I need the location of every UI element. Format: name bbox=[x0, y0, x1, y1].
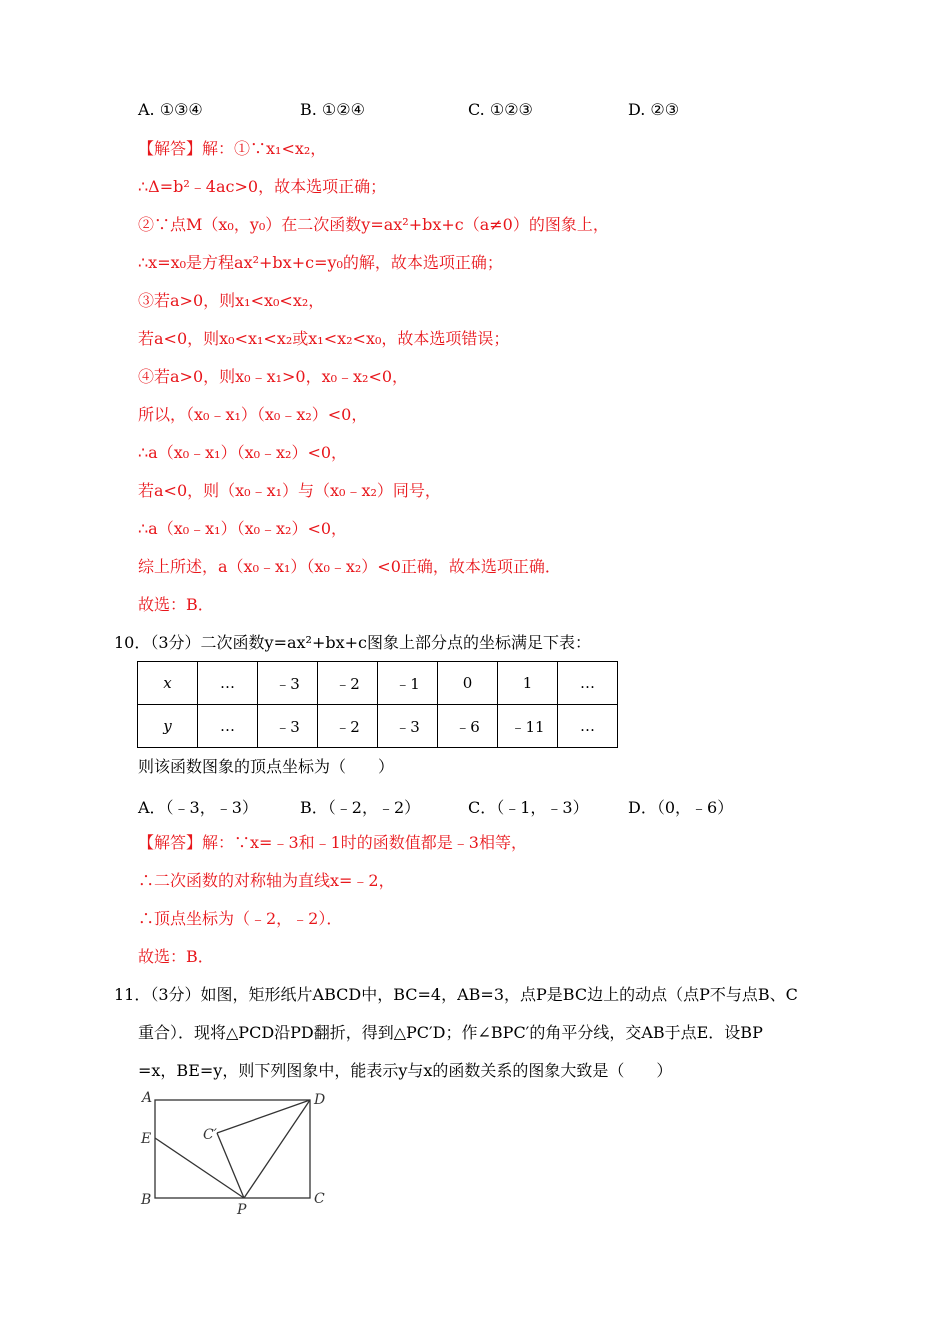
label-p: P bbox=[237, 1202, 247, 1218]
q10-stem: 10．（3分）二次函数y=ax²+bx+c图象上部分点的坐标满足下表： bbox=[114, 633, 592, 652]
table-cell: … bbox=[198, 705, 258, 748]
q10-solution-line: ∴顶点坐标为（﹣2，﹣2）． bbox=[138, 909, 343, 928]
q10-solution-line bbox=[138, 833, 527, 853]
table-row bbox=[138, 662, 618, 705]
table-cell: ﹣3 bbox=[258, 705, 318, 748]
rectangle-abcd bbox=[155, 1100, 310, 1198]
q9-option-c: C. ①②③ bbox=[468, 100, 533, 119]
q11-rectangle-figure bbox=[136, 1088, 336, 1218]
q10-option-d: D．（0，﹣6） bbox=[628, 798, 734, 817]
label-e: E bbox=[141, 1131, 152, 1147]
q9-solution-line: ③若a>0，则x₁<x₀<x₂， bbox=[138, 291, 325, 310]
q10-solution-line: ∴二次函数的对称轴为直线x=﹣2， bbox=[138, 871, 395, 890]
q9-solution-line: ②∵点M（x₀，y₀）在二次函数y=ax²+bx+c（a≠0）的图象上， bbox=[138, 215, 609, 234]
q10-value-table bbox=[137, 661, 618, 748]
table-cell: ﹣3 bbox=[258, 662, 318, 705]
q9-solution-text: 解：①∵x₁<x₂， bbox=[202, 139, 327, 158]
q9-solution-line: 所以，（x₀﹣x₁）（x₀﹣x₂）<0， bbox=[138, 405, 368, 424]
label-c: C bbox=[314, 1191, 325, 1207]
table-cell: ﹣2 bbox=[318, 662, 378, 705]
q10-question: 则该函数图象的顶点坐标为（ ） bbox=[138, 757, 395, 776]
q9-solution-line: 若a<0，则（x₀﹣x₁）与（x₀﹣x₂）同号， bbox=[138, 481, 441, 500]
q11-stem-line: 重合）．现将△PCD沿PD翻折，得到△PC′D；作∠BPC′的角平分线，交AB于点E．设BP bbox=[138, 1023, 763, 1042]
table-cell: ﹣1 bbox=[378, 662, 438, 705]
segment-c-prime-d bbox=[217, 1100, 310, 1133]
q9-solution-line: ④若a>0，则x₀﹣x₁>0，x₀﹣x₂<0， bbox=[138, 367, 409, 386]
table-cell: 1 bbox=[498, 662, 558, 705]
table-header-x: x bbox=[138, 662, 198, 705]
answer-tag: 【解答】 bbox=[138, 833, 203, 852]
q10-solution-text: 解：∵x=﹣3和﹣1时的函数值都是﹣3相等， bbox=[202, 833, 527, 852]
q11-stem-line: =x，BE=y，则下列图象中，能表示y与x的函数关系的图象大致是（ ） bbox=[138, 1061, 673, 1080]
q10-final-answer: 故选：B． bbox=[138, 947, 214, 966]
table-cell: ﹣2 bbox=[318, 705, 378, 748]
q10-option-a: A．（﹣3，﹣3） bbox=[138, 798, 258, 817]
q9-solution-line: 综上所述，a（x₀﹣x₁）（x₀﹣x₂）<0正确，故本选项正确． bbox=[138, 557, 561, 576]
segment-ep bbox=[155, 1138, 244, 1198]
q9-solution-line: ∴x=x₀是方程ax²+bx+c=y₀的解，故本选项正确； bbox=[138, 253, 503, 272]
q9-solution-line: ∴a（x₀﹣x₁）（x₀﹣x₂）<0， bbox=[138, 519, 348, 538]
table-cell: … bbox=[198, 662, 258, 705]
q9-solution-line: 若a<0，则x₀<x₁<x₂或x₁<x₂<x₀，故本选项错误； bbox=[138, 329, 510, 348]
q9-option-b: B. ①②④ bbox=[300, 100, 365, 119]
label-b: B bbox=[141, 1192, 152, 1208]
table-cell: … bbox=[558, 662, 618, 705]
q9-option-a: A. ①③④ bbox=[138, 100, 203, 119]
q10-option-b: B．（﹣2，﹣2） bbox=[300, 798, 421, 817]
segment-pd bbox=[244, 1100, 310, 1198]
label-d: D bbox=[314, 1092, 326, 1108]
table-cell: ﹣3 bbox=[378, 705, 438, 748]
q9-final-answer: 故选：B． bbox=[138, 595, 214, 614]
q11-stem-line: 11．（3分）如图，矩形纸片ABCD中，BC=4，AB=3，点P是BC边上的动点（点P不与点B、C bbox=[114, 985, 798, 1004]
q9-solution-line bbox=[138, 139, 326, 159]
table-row bbox=[138, 705, 618, 748]
q9-solution-line: ∴a（x₀﹣x₁）（x₀﹣x₂）<0， bbox=[138, 443, 348, 462]
q10-option-c: C．（﹣1，﹣3） bbox=[468, 798, 589, 817]
q9-solution-line: ∴Δ=b²﹣4ac>0，故本选项正确； bbox=[138, 177, 387, 196]
q10-options bbox=[138, 795, 838, 817]
q9-option-d: D. ②③ bbox=[628, 100, 680, 119]
q9-options bbox=[138, 100, 838, 122]
table-cell: 0 bbox=[438, 662, 498, 705]
table-cell: ﹣6 bbox=[438, 705, 498, 748]
table-cell: … bbox=[558, 705, 618, 748]
table-header-y: y bbox=[138, 705, 198, 748]
label-c-prime: C′ bbox=[203, 1127, 217, 1143]
table-cell: ﹣11 bbox=[498, 705, 558, 748]
answer-tag: 【解答】 bbox=[138, 139, 203, 158]
label-a: A bbox=[142, 1090, 153, 1106]
